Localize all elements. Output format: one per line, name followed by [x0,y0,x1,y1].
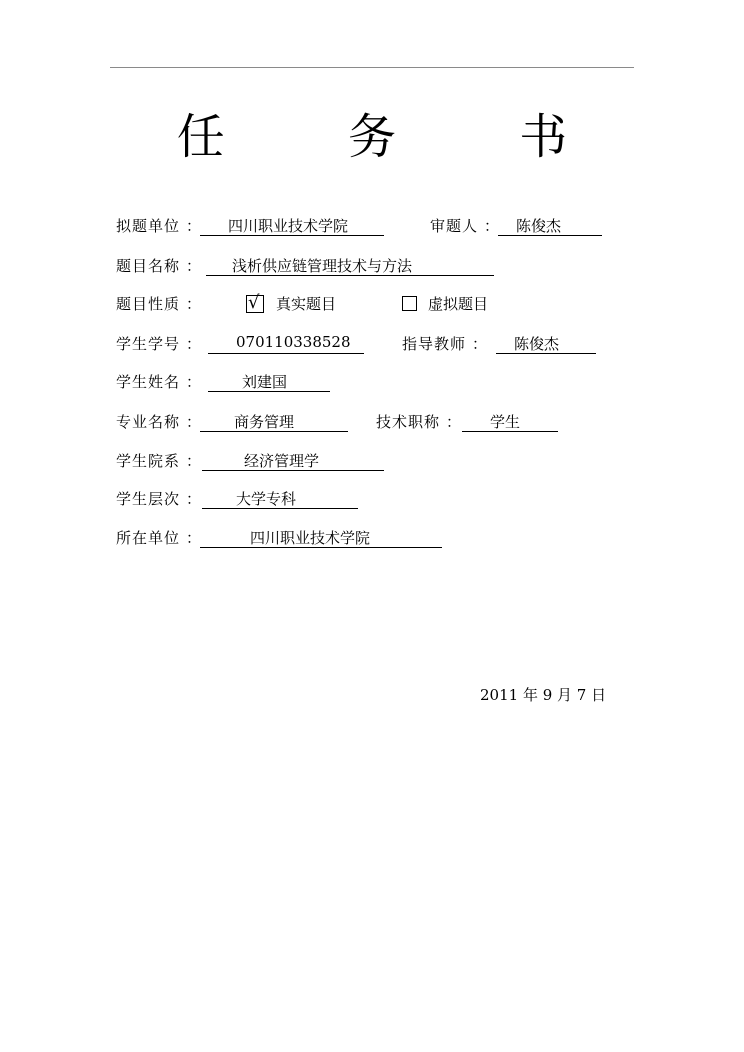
colon: ： [186,529,202,547]
advisor-label: 指导教师 [402,335,467,353]
colon: ： [186,373,202,391]
virtual-topic-label: 虚拟题目 [428,295,489,313]
major-label: 专业名称 [116,413,181,431]
colon: ： [186,413,202,431]
unit-label: 拟题单位 [116,217,181,235]
major-value: 商务管理 [200,411,348,432]
checkmark-icon: √ [248,292,260,313]
topic-label: 题目名称 [116,257,181,275]
student-no-value: 070110338528 [208,333,364,354]
colon: ： [472,335,488,353]
student-name-value: 刘建国 [208,371,330,392]
colon: ： [186,257,202,275]
reviewer-label: 审题人 [430,217,479,235]
topic-value: 浅析供应链管理技术与方法 [206,255,494,276]
top-rule [110,67,634,68]
date: 2011 年 9 月 7 日 [480,686,607,704]
department-label: 学生院系 [116,452,181,470]
student-no-label: 学生学号 [116,335,181,353]
unit-value: 四川职业技术学院 [200,215,384,236]
student-name-label: 学生姓名 [116,373,181,391]
advisor-value: 陈俊杰 [496,333,596,354]
level-value: 大学专科 [202,488,358,509]
real-topic-checkbox[interactable] [246,292,264,313]
colon: ： [186,335,202,353]
page-title: 任 务 书 [176,109,622,165]
reviewer-value: 陈俊杰 [498,215,602,236]
location-value: 四川职业技术学院 [200,527,442,548]
colon: ： [186,490,202,508]
title-rank-value: 学生 [462,411,558,432]
colon: ： [186,217,202,235]
real-topic-label: 真实题目 [276,295,337,313]
colon: ： [446,413,462,431]
level-label: 学生层次 [116,490,181,508]
colon: ： [186,452,202,470]
colon: ： [186,295,202,313]
department-value: 经济管理学 [202,450,384,471]
title-rank-label: 技术职称 [376,413,441,431]
nature-label: 题目性质 [116,295,181,313]
location-label: 所在单位 [116,529,181,547]
virtual-topic-checkbox[interactable] [402,296,417,311]
colon: ： [484,217,500,235]
